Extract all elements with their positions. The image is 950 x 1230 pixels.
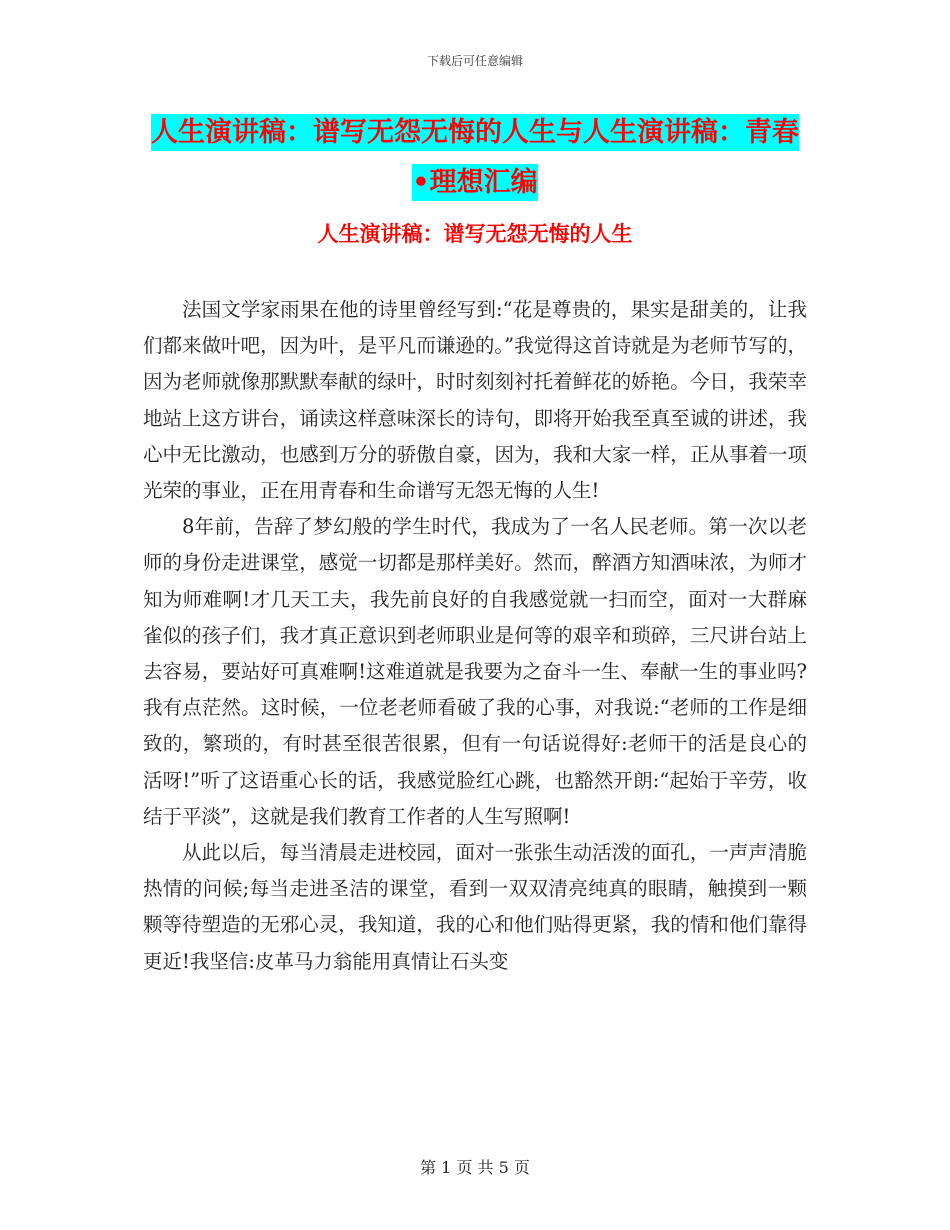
- header-note: 下载后可任意编辑: [426, 54, 523, 68]
- body-text: [143, 292, 807, 980]
- page-footer: 第 1 页 共 5 页: [420, 1158, 530, 1177]
- document-title-text: 人生演讲稿：谱写无怨无悔的人生与人生演讲稿：青春•理想汇编: [151, 114, 799, 201]
- document-title: [150, 108, 800, 208]
- paragraph: 法国文学家雨果在他的诗里曾经写到:“花是尊贵的，果实是甜美的，让我们都来做叶吧，因为叶，是平凡而谦逊的。”我觉得这首诗就是为老师节写的，因为老师就像那默默奉献的绿叶，时时刻刻衬托着鲜花的娇艳。今日，我荣幸地站上这方讲台，诵读这样意味深长的诗句，即将开始我至真至诚的讲述，我心中无比激动，也感到万分的骄傲自豪，因为，我和大家一样，正从事着一项光荣的事业，正在用青春和生命谱写无怨无悔的人生!: [143, 298, 807, 503]
- section-title: 人生演讲稿：谱写无怨无悔的人生: [317, 222, 633, 246]
- paragraph: 8年前，告辞了梦幻般的学生时代，我成为了一名人民老师。第一次以老师的身份走进课堂，感觉一切都是那样美好。然而，醉酒方知酒味浓，为师才知为师难啊!才几天工夫，我先前良好的自我感觉就一扫而空，面对一大群麻雀似的孩子们，我才真正意识到老师职业是何等的艰辛和琐碎，三尺讲台站上去容易，要站好可真难啊!这难道就是我要为之奋斗一生、奉献一生的事业吗?我有点茫然。这时候，一位老老师看破了我的心事，对我说:“老师的工作是细致的，繁琐的，有时甚至很苦很累，但有一句话说得好:老师干的活是良心的活呀!”听了这语重心长的话，我感觉脸红心跳，也豁然开朗:“起始于辛劳，收结于平淡”，这就是我们教育工作者的人生写照啊!: [143, 515, 807, 828]
- paragraph: 从此以后，每当清晨走进校园，面对一张张生动活泼的面孔，一声声清脆热情的问候;每当走进圣洁的课堂，看到一双双清亮纯真的眼睛，触摸到一颗颗等待塑造的无邪心灵，我知道，我的心和他们贴得更紧，我的情和他们靠得更近!我坚信:皮革马力翁能用真情让石头变: [143, 841, 807, 973]
